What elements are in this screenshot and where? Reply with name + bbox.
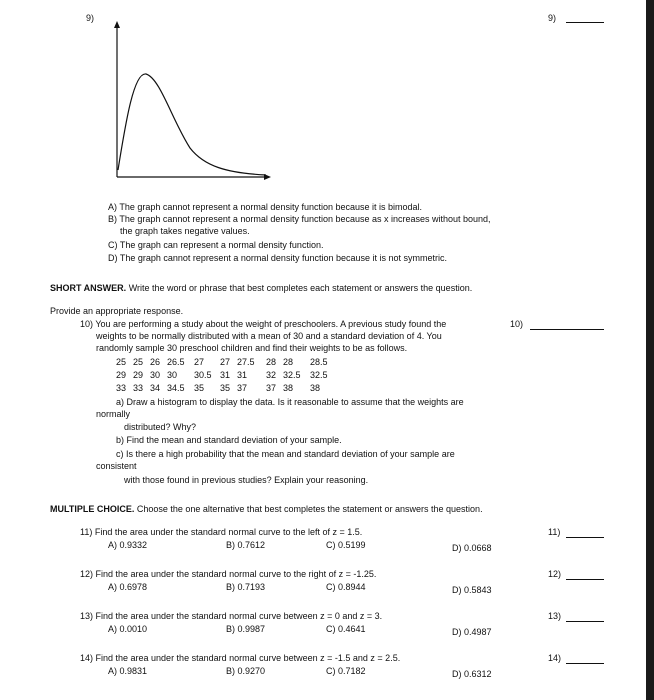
weight-value: 25 [133,357,144,367]
mc-question-stem: 12) Find the area under the standard normal curve to the right of z = -1.25. [80,569,377,579]
mc-choice-b[interactable]: B) 0.7612 [226,540,266,550]
weight-value: 34 [150,383,161,393]
mc-question-stem: 14) Find the area under the standard normal curve between z = -1.5 and z = 2.5. [80,653,401,663]
mc-question-number: 11) [548,527,561,537]
weight-value: 29 [133,370,144,380]
short-answer-label: SHORT ANSWER. [50,283,127,293]
density-curve [118,74,266,175]
mc-choice-d[interactable]: D) 0.6312 [452,669,492,679]
q9-choice-d: D) The graph cannot represent a normal density function because it is not symmetric. [108,253,447,263]
weight-value: 32.5 [310,370,328,380]
mc-choice-a[interactable]: A) 0.0010 [108,624,148,634]
mc-answer-line[interactable] [566,621,604,622]
multiple-choice-instructions: Choose the one alternative that best completes the statement or answers the question. [136,504,483,514]
density-curve-graph [108,20,272,182]
mc-choice-b[interactable]: B) 0.9987 [226,624,266,634]
weight-value: 30 [167,370,178,380]
mc-choice-d[interactable]: D) 0.5843 [452,585,492,595]
y-axis-arrow [114,21,120,28]
weight-value: 37 [266,383,277,393]
weight-value: 38 [310,383,321,393]
q9-number: 9) [86,13,95,23]
mc-choice-b[interactable]: B) 0.9270 [226,666,266,676]
weight-value: 38 [283,383,294,393]
weight-value: 27 [194,357,205,367]
weight-value: 32 [266,370,277,380]
mc-choice-d[interactable]: D) 0.4987 [452,627,492,637]
q9-choice-a: A) The graph cannot represent a normal density function because it is bimodal. [108,202,423,212]
weight-value: 32.5 [283,370,301,380]
mc-choice-a[interactable]: A) 0.9332 [108,540,148,550]
q10-part-c-cont2: with those found in previous studies? Explain your reasoning. [124,475,369,485]
page-edge [646,0,654,700]
mc-choice-c[interactable]: C) 0.4641 [326,624,366,634]
mc-question-number: 12) [548,569,562,579]
q10-part-c-cont: consistent [96,461,137,471]
q9-answer-line[interactable] [566,22,604,23]
mc-choice-a[interactable]: A) 0.6978 [108,582,148,592]
q10-part-a: a) Draw a histogram to display the data. Is it reasonable to assume that the weights are [116,397,464,407]
mc-choice-d[interactable]: D) 0.0668 [452,543,492,553]
weight-value: 27.5 [237,357,255,367]
weight-value: 28 [266,357,277,367]
q10-part-b: b) Find the mean and standard deviation of your sample. [116,435,342,445]
q9-right-number: 9) [548,13,557,23]
weight-value: 35 [194,383,205,393]
weight-value: 28 [283,357,294,367]
q10-line-2: weights to be normally distributed with a mean of 30 and a standard deviation of 4. You [96,331,442,341]
weight-value: 25 [116,357,127,367]
weight-value: 34.5 [167,383,185,393]
q10-part-a-cont2: distributed? Why? [124,422,197,432]
weight-value: 30.5 [194,370,212,380]
q9-choice-c: C) The graph can represent a normal density function. [108,240,324,250]
q10-line-1: 10) You are performing a study about the weight of preschoolers. A previous study found the [80,319,447,329]
q10-part-c: c) Is there a high probability that the mean and standard deviation of your sample are [116,449,455,459]
multiple-choice-label: MULTIPLE CHOICE. [50,504,135,514]
mc-answer-line[interactable] [566,579,604,580]
short-answer-instructions: Write the word or phrase that best completes each statement or answers the question. [128,283,473,293]
weight-value: 33 [116,383,127,393]
weight-value: 26.5 [167,357,185,367]
weight-value: 28.5 [310,357,328,367]
mc-choice-b[interactable]: B) 0.7193 [226,582,266,592]
mc-choice-c[interactable]: C) 0.7182 [326,666,366,676]
weight-value: 30 [150,370,161,380]
mc-choice-c[interactable]: C) 0.5199 [326,540,366,550]
weight-value: 31 [220,370,231,380]
weight-value: 29 [116,370,127,380]
mc-choice-a[interactable]: A) 0.9831 [108,666,148,676]
q9-choice-b-cont: the graph takes negative values. [120,226,250,236]
weight-value: 35 [220,383,231,393]
weight-value: 37 [237,383,248,393]
q10-answer-line[interactable] [530,329,604,330]
mc-question-stem: 13) Find the area under the standard normal curve between z = 0 and z = 3. [80,611,383,621]
mc-question-stem: 11) Find the area under the standard normal curve to the left of z = 1.5. [80,527,363,537]
weight-value: 31 [237,370,248,380]
weight-value: 27 [220,357,231,367]
q10-right-number: 10) [510,319,524,329]
short-answer-header [50,282,472,294]
q10-line-3: randomly sample 30 preschool children and find their weights to be as follows. [96,343,408,353]
mc-choice-c[interactable]: C) 0.8944 [326,582,366,592]
weight-value: 33 [133,383,144,393]
provide-response: Provide an appropriate response. [50,306,184,316]
q9-choice-b: B) The graph cannot represent a normal density function because as x increases without bound, [108,214,491,224]
multiple-choice-header [50,503,483,515]
weight-value: 26 [150,357,161,367]
mc-answer-line[interactable] [566,537,604,538]
q10-part-a-cont: normally [96,409,131,419]
mc-question-number: 14) [548,653,562,663]
mc-question-number: 13) [548,611,562,621]
mc-answer-line[interactable] [566,663,604,664]
